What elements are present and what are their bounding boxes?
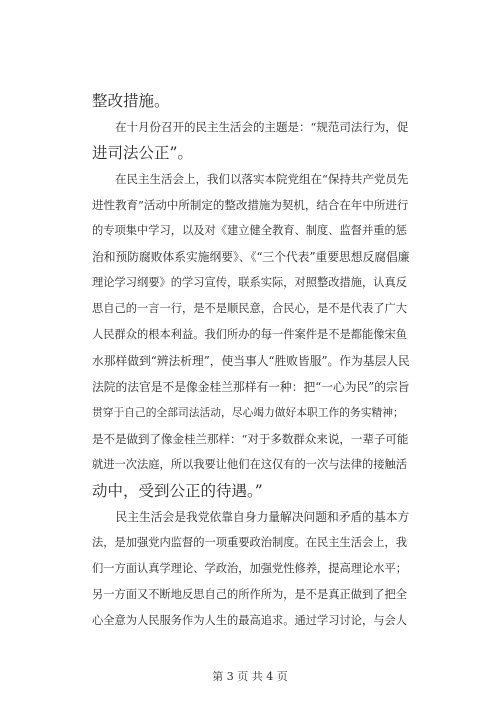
text-line: 贯穿于自己的全部司法活动，尽心竭力做好本职工作的务实精神；	[92, 406, 404, 419]
text-line: 在民主生活会上，我们以落实本院党组在“保持共产党员先	[92, 172, 409, 186]
text-line: 治和预防腐败体系实施纲要》、《“三个代表”重要思想反腐倡廉	[92, 250, 410, 264]
text-line: 们一方面认真学理论、学政治，加强党性修养，提高理论水平；	[92, 562, 408, 575]
text-line: 民主生活会是我党依靠自身力量解决问题和矛盾的基本方	[92, 510, 410, 524]
text-line: 在十月份召开的民主生活会的主题是：“规范司法行为，促	[92, 120, 409, 134]
text-line: 思自己的一言一行，是不是顺民意，合民心，是不是代表了广大	[92, 302, 408, 315]
body-text	[92, 88, 410, 634]
text-line: 进司法公正”。	[92, 144, 193, 162]
text-line: 心全意为人民服务作为人生的最高追求。通过学习讨论，与会人	[92, 614, 408, 627]
text-line: 就进一次法庭，所以我要让他们在这仅有的一次与法律的接触活	[92, 458, 408, 471]
text-line: 进性教育”活动中所制定的整改措施为契机，结合在年中所进行	[92, 198, 409, 212]
text-line: 整改措施。	[92, 92, 170, 110]
text-line: 另一方面又不断地反思自己的所作所为，是不是真正做到了把全	[92, 588, 408, 601]
text-line: 理论学习纲要》的学习宣传，联系实际，对照整改措施，认真反	[92, 276, 408, 289]
text-line: 是不是做到了像金桂兰那样：“对于多数群众来说，一辈子可能	[92, 432, 409, 446]
text-line: 水那样做到“辨法析理”，使当事人“胜败皆服”。作为基层人民	[92, 354, 410, 368]
text-line: 法院的法官是不是像金桂兰那样有一种：把“一心为民”的宗旨	[92, 380, 410, 394]
page-number-footer: 第 3 页 共 4 页	[212, 670, 288, 683]
text-line: 人民群众的根本利益。我们所办的每一件案件是不是都能像宋鱼	[92, 328, 408, 341]
text-line: 法，是加强党内监督的一项重要政治制度。在民主生活会上，我	[92, 536, 408, 549]
text-line: 的专项集中学习，以及对《建立健全教育、制度、监督并重的惩	[92, 224, 408, 237]
text-line: 动中，受到公正的待遇。”	[92, 482, 263, 500]
